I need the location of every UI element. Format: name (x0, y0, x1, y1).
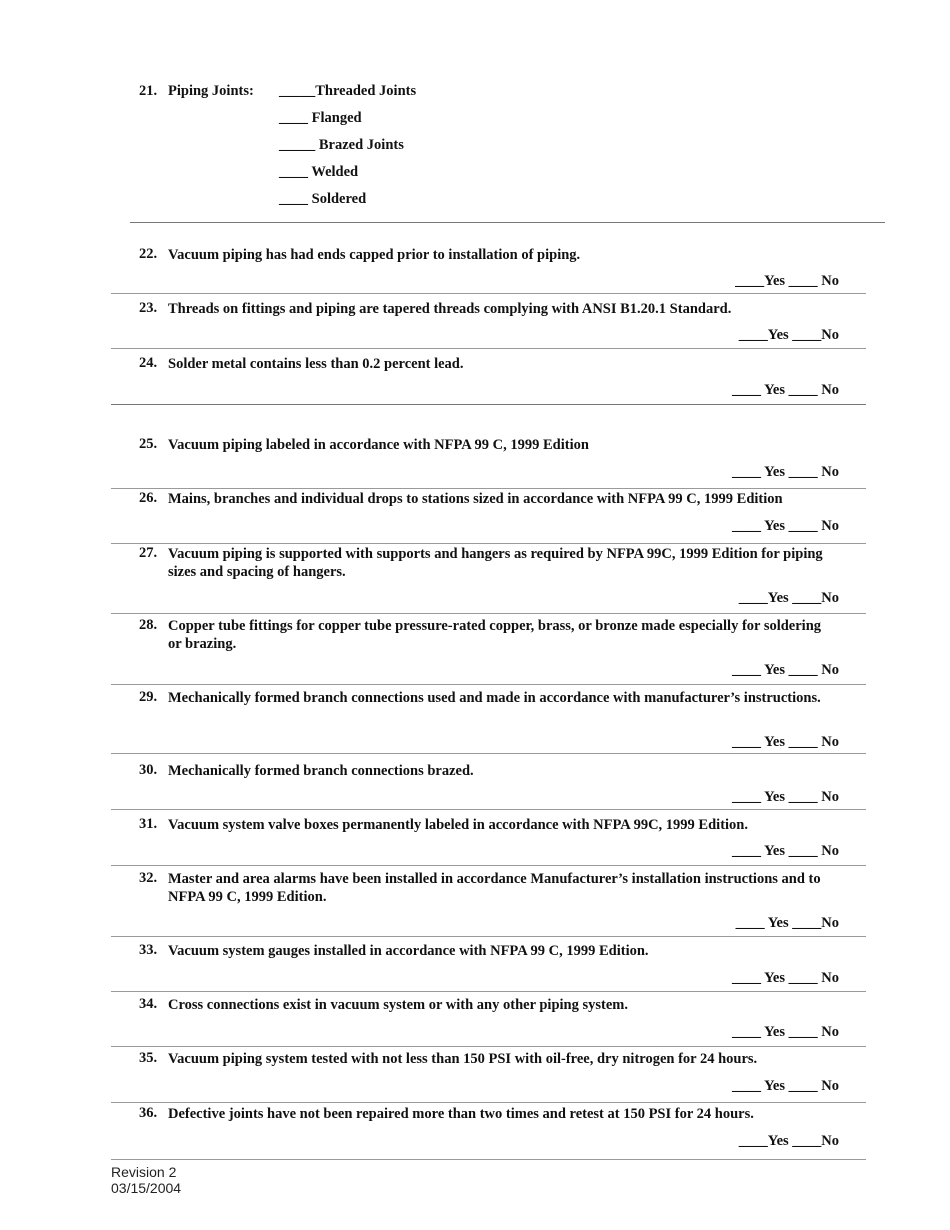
row-divider (111, 488, 866, 489)
revision-date: 03/15/2004 (111, 1180, 182, 1196)
question-text: Defective joints have not been repaired more than two times and retest at 150 PSI for 24 hours. (168, 1106, 754, 1122)
yes-no-answer[interactable]: ____Yes ____No (738, 327, 839, 343)
q21-number: 21. (139, 83, 158, 99)
row-divider (111, 1046, 866, 1047)
yes-no-answer[interactable]: ____ Yes ____ No (731, 843, 839, 859)
question-text: Vacuum piping labeled in accordance with NFPA 99 C, 1999 Edition (168, 437, 589, 453)
question-text: Vacuum piping system tested with not less than 150 PSI with oil-free, dry nitrogen for 24 hours. (168, 1051, 758, 1067)
section-divider (130, 222, 885, 223)
question-number: 35. (139, 1050, 158, 1066)
question-text: Copper tube fittings for copper tube pressure-rated copper, brass, or bronze made especially for soldering or brazing. (168, 618, 822, 652)
q21-option-brazed[interactable]: _____ Brazed Joints (279, 137, 404, 153)
question-text: Vacuum system valve boxes permanently labeled in accordance with NFPA 99C, 1999 Edition. (168, 817, 748, 833)
yes-no-answer[interactable]: ____ Yes ____ No (731, 382, 839, 398)
row-divider (111, 1159, 866, 1160)
question-number: 30. (139, 762, 158, 778)
question-text: Master and area alarms have been installed in accordance Manufacturer’s installation instructions and to NFPA 99 C, 1999 Edition. (168, 871, 821, 905)
yes-no-answer[interactable]: ____Yes ____No (738, 590, 839, 606)
question-text: Solder metal contains less than 0.2 percent lead. (168, 356, 464, 372)
question-text: Vacuum piping has had ends capped prior to installation of piping. (168, 247, 581, 263)
row-divider (111, 613, 866, 614)
row-divider (111, 991, 866, 992)
yes-no-answer[interactable]: ____ Yes ____ No (731, 970, 839, 986)
question-number: 27. (139, 545, 158, 561)
question-number: 31. (139, 816, 158, 832)
yes-no-answer[interactable]: ____ Yes ____ No (731, 789, 839, 805)
question-text: Vacuum piping is supported with supports and hangers as required by NFPA 99C, 1999 Edition for piping sizes and spacing of hangers. (168, 546, 823, 580)
yes-no-answer[interactable]: ____ Yes ____ No (731, 1078, 839, 1094)
question-number: 24. (139, 355, 158, 371)
question-number: 25. (139, 436, 158, 452)
yes-no-answer[interactable]: ____ Yes ____ No (731, 1024, 839, 1040)
row-divider (111, 936, 866, 937)
question-text: Mains, branches and individual drops to stations sized in accordance with NFPA 99 C, 1999 Edition (168, 491, 783, 507)
row-divider (111, 1102, 866, 1103)
row-divider (111, 865, 866, 866)
q21-label: Piping Joints: (168, 83, 254, 99)
question-number: 28. (139, 617, 158, 633)
row-divider (111, 809, 866, 810)
question-text: Mechanically formed branch connections used and made in accordance with manufacturer’s instructions. (168, 690, 821, 706)
row-divider (111, 348, 866, 349)
question-text: Cross connections exist in vacuum system or with any other piping system. (168, 997, 628, 1013)
yes-no-answer[interactable]: ____ Yes ____ No (731, 734, 839, 750)
row-divider (111, 753, 866, 754)
question-number: 29. (139, 689, 158, 705)
yes-no-answer[interactable]: ____Yes ____ No (735, 273, 839, 289)
row-divider (111, 543, 866, 544)
revision-label: Revision 2 (111, 1164, 177, 1180)
yes-no-answer[interactable]: ____ Yes ____ No (731, 662, 839, 678)
question-text: Mechanically formed branch connections brazed. (168, 763, 474, 779)
question-number: 34. (139, 996, 158, 1012)
question-number: 36. (139, 1105, 158, 1121)
q21-option-flanged[interactable]: ____ Flanged (279, 110, 362, 126)
yes-no-answer[interactable]: ____ Yes ____No (735, 915, 839, 931)
q21-option-threaded[interactable]: _____Threaded Joints (279, 83, 417, 99)
question-number: 22. (139, 246, 158, 262)
page-footer (111, 1164, 181, 1196)
yes-no-answer[interactable]: ____ Yes ____ No (731, 464, 839, 480)
question-number: 23. (139, 300, 158, 316)
yes-no-answer[interactable]: ____ Yes ____ No (731, 518, 839, 534)
question-number: 33. (139, 942, 158, 958)
question-text: Threads on fittings and piping are tapered threads complying with ANSI B1.20.1 Standard. (168, 301, 732, 317)
question-text: Vacuum system gauges installed in accordance with NFPA 99 C, 1999 Edition. (168, 943, 649, 959)
question-number: 32. (139, 870, 158, 886)
question-number: 26. (139, 490, 158, 506)
q21-option-soldered[interactable]: ____ Soldered (279, 191, 367, 207)
section-divider (111, 404, 866, 405)
row-divider (111, 684, 866, 685)
q21-option-welded[interactable]: ____ Welded (279, 164, 359, 180)
yes-no-answer[interactable]: ____Yes ____No (738, 1133, 839, 1149)
row-divider (111, 293, 866, 294)
